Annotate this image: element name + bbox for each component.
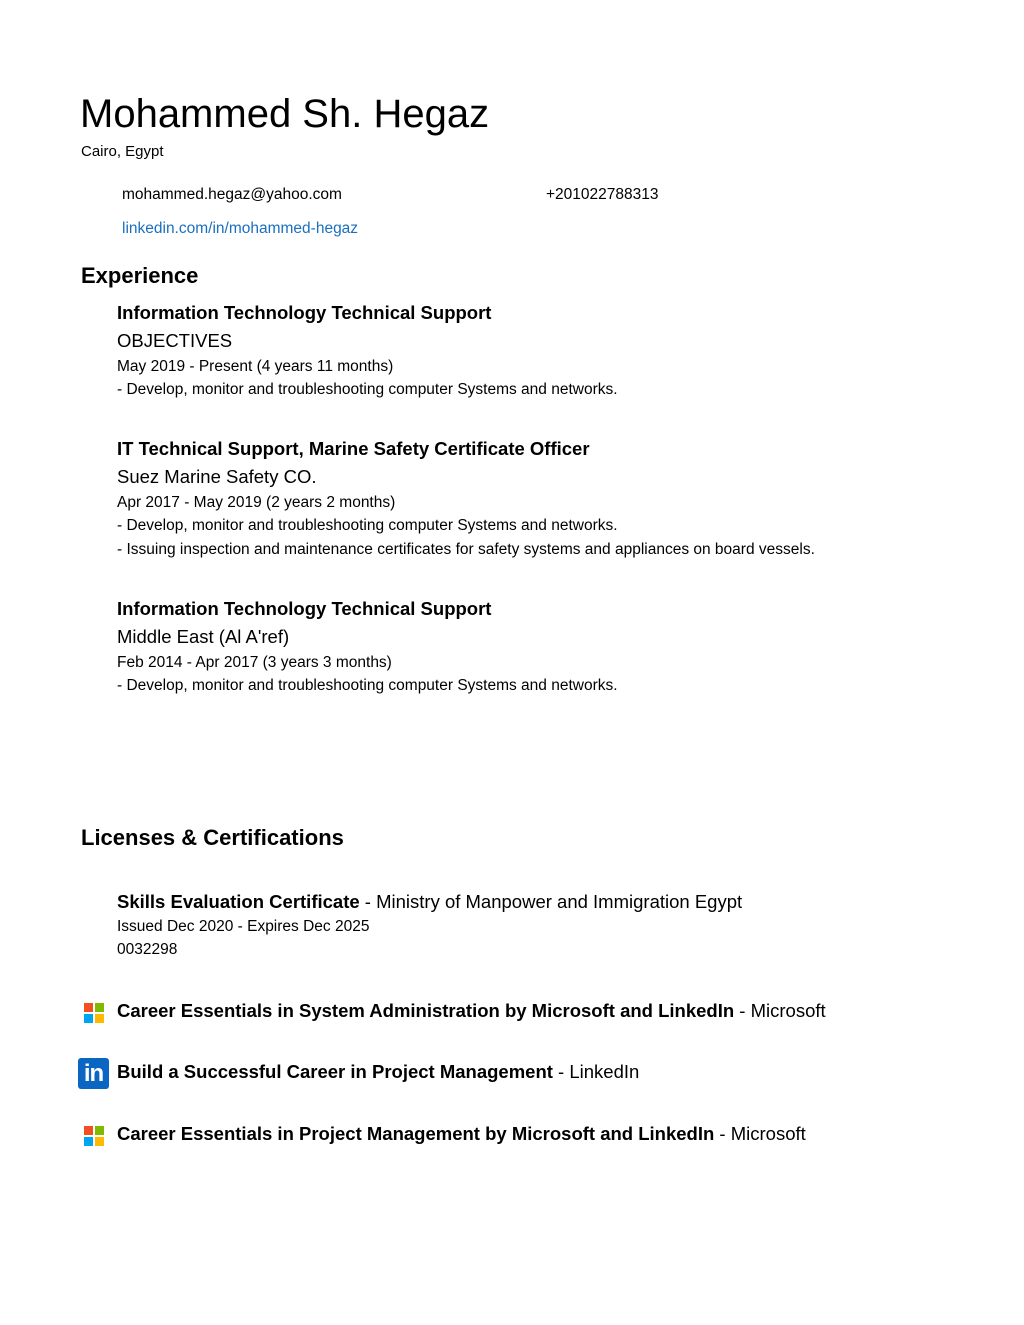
- linkedin-logo-icon: in: [78, 1058, 109, 1089]
- job-company: Suez Marine Safety CO.: [117, 466, 317, 487]
- certification-name: Career Essentials in System Administration by Microsoft and LinkedIn: [117, 1000, 735, 1021]
- job-dates: Apr 2017 - May 2019 (2 years 2 months): [117, 494, 396, 511]
- certification-entry: [117, 1059, 997, 1085]
- job-description: - Develop, monitor and troubleshooting computer Systems and networks.: [117, 517, 618, 534]
- licenses-section-title: Licenses & Certifications: [81, 825, 344, 850]
- job-title: IT Technical Support, Marine Safety Certificate Officer: [117, 438, 590, 459]
- job-dates: May 2019 - Present (4 years 11 months): [117, 358, 394, 375]
- email-address[interactable]: mohammed.hegaz@yahoo.com: [122, 186, 342, 203]
- certification-issuer: - Ministry of Manpower and Immigration Egypt: [359, 891, 743, 912]
- job-description: - Develop, monitor and troubleshooting computer Systems and networks.: [117, 677, 618, 694]
- candidate-name: Mohammed Sh. Hegaz: [80, 92, 490, 136]
- job-company: OBJECTIVES: [117, 330, 233, 351]
- certification-entry: [117, 889, 997, 961]
- certification-id: 0032298: [117, 941, 178, 958]
- certification-issuer: - Microsoft: [734, 1000, 826, 1021]
- job-dates: Feb 2014 - Apr 2017 (3 years 3 months): [117, 654, 392, 671]
- job-description: - Develop, monitor and troubleshooting computer Systems and networks.: [117, 381, 618, 398]
- experience-entry: [117, 300, 977, 402]
- experience-entry: [117, 436, 977, 562]
- certification-issuer: - Microsoft: [714, 1123, 806, 1144]
- certification-entry: [117, 998, 997, 1024]
- certification-dates: Issued Dec 2020 - Expires Dec 2025: [117, 918, 370, 935]
- phone-number[interactable]: +201022788313: [546, 186, 659, 203]
- microsoft-logo-icon: [84, 1003, 104, 1023]
- job-company: Middle East (Al A'ref): [117, 626, 290, 647]
- candidate-location: Cairo, Egypt: [81, 143, 164, 160]
- experience-section-title: Experience: [81, 263, 199, 288]
- certification-issuer: - LinkedIn: [552, 1061, 640, 1082]
- job-title: Information Technology Technical Support: [117, 598, 492, 619]
- job-description: - Issuing inspection and maintenance certificates for safety systems and appliances on board vessels.: [117, 541, 815, 558]
- job-title: Information Technology Technical Support: [117, 302, 492, 323]
- linkedin-profile-link[interactable]: linkedin.com/in/mohammed-hegaz: [122, 220, 359, 237]
- certification-name: Career Essentials in Project Management by Microsoft and LinkedIn: [117, 1123, 715, 1144]
- certification-name: Skills Evaluation Certificate: [117, 891, 360, 912]
- certification-name: Build a Successful Career in Project Management: [117, 1061, 553, 1082]
- microsoft-logo-icon: [84, 1126, 104, 1146]
- certification-entry: [117, 1121, 997, 1147]
- experience-entry: [117, 596, 977, 698]
